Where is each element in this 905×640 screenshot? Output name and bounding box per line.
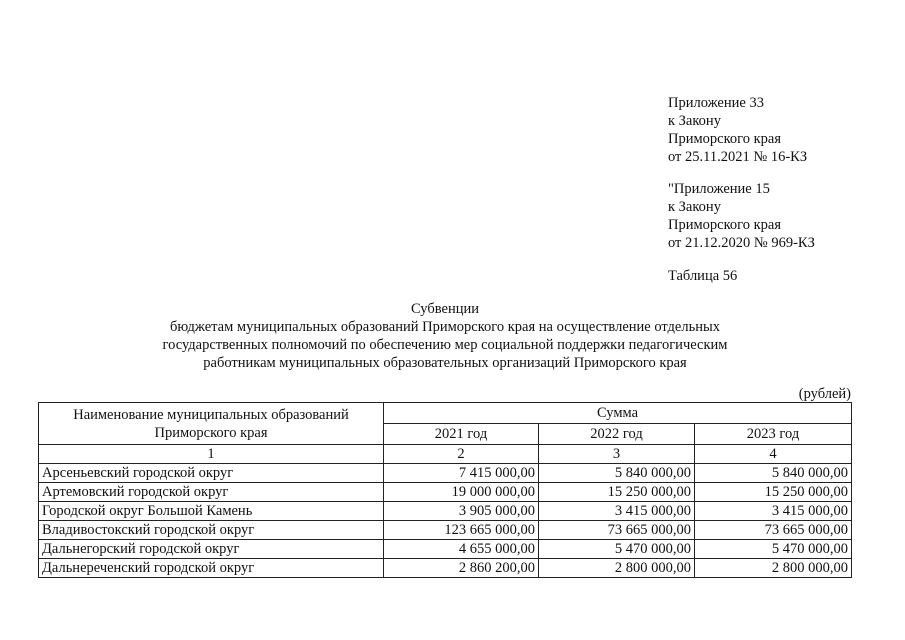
municipality-name: Дальнегорский городской округ	[39, 540, 384, 559]
amount-2021: 2 860 200,00	[384, 559, 539, 578]
amount-2021: 7 415 000,00	[384, 464, 539, 483]
table-row	[39, 502, 852, 521]
title-line: бюджетам муниципальных образований Приморского края на осуществление отдельных	[170, 319, 720, 335]
table-number: Таблица 56	[668, 268, 738, 284]
appendix-15-line: к Закону	[668, 199, 721, 215]
header-year-2021: 2021 год	[384, 424, 539, 445]
amount-2023: 5 470 000,00	[695, 540, 852, 559]
appendix-15-line: Приморского края	[668, 217, 782, 233]
header-year-2023: 2023 год	[695, 424, 852, 445]
appendix-15-line: "Приложение 15	[668, 181, 770, 197]
column-number: 1	[39, 445, 384, 464]
amount-2021: 19 000 000,00	[384, 483, 539, 502]
amount-2022: 3 415 000,00	[539, 502, 695, 521]
units-label: (рублей)	[798, 386, 851, 402]
amount-2021: 4 655 000,00	[384, 540, 539, 559]
column-number: 3	[539, 445, 695, 464]
table-row	[39, 521, 852, 540]
municipality-name: Городской округ Большой Камень	[39, 502, 384, 521]
amount-2022: 2 800 000,00	[539, 559, 695, 578]
column-number: 4	[695, 445, 852, 464]
municipality-name: Арсеньевский городской округ	[39, 464, 384, 483]
amount-2023: 15 250 000,00	[695, 483, 852, 502]
amount-2023: 3 415 000,00	[695, 502, 852, 521]
appendix-33-line: Приложение 33	[668, 95, 764, 111]
amount-2021: 123 665 000,00	[384, 521, 539, 540]
amount-2023: 5 840 000,00	[695, 464, 852, 483]
column-number: 2	[384, 445, 539, 464]
appendix-33-reference	[668, 94, 807, 166]
amount-2022: 73 665 000,00	[539, 521, 695, 540]
header-sum: Сумма	[384, 403, 852, 424]
amount-2023: 73 665 000,00	[695, 521, 852, 540]
amount-2022: 5 470 000,00	[539, 540, 695, 559]
amount-2021: 3 905 000,00	[384, 502, 539, 521]
amount-2022: 15 250 000,00	[539, 483, 695, 502]
table-row	[39, 540, 852, 559]
municipality-name: Артемовский городской округ	[39, 483, 384, 502]
appendix-33-line: от 25.11.2021 № 16-КЗ	[668, 149, 808, 165]
appendix-15-line: от 21.12.2020 № 969-КЗ	[668, 235, 815, 251]
amount-2023: 2 800 000,00	[695, 559, 852, 578]
subvention-table	[38, 402, 852, 578]
amount-2022: 5 840 000,00	[539, 464, 695, 483]
appendix-33-line: Приморского края	[668, 131, 782, 147]
table-row	[39, 464, 852, 483]
appendix-33-line: к Закону	[668, 113, 721, 129]
appendix-15-reference	[668, 180, 815, 252]
table-row	[39, 483, 852, 502]
table-row	[39, 559, 852, 578]
title-line: государственных полномочий по обеспечению мер социальной поддержки педагогическим	[162, 337, 728, 353]
municipality-name: Владивостокский городской округ	[39, 521, 384, 540]
title-line: Субвенции	[411, 301, 479, 317]
header-municipality-name: Наименование муниципальных образований Приморского края	[39, 403, 384, 445]
municipality-name: Дальнереченский городской округ	[39, 559, 384, 578]
header-year-2022: 2022 год	[539, 424, 695, 445]
document-title	[0, 300, 890, 372]
title-line: работникам муниципальных образовательных организаций Приморского края	[203, 355, 687, 371]
